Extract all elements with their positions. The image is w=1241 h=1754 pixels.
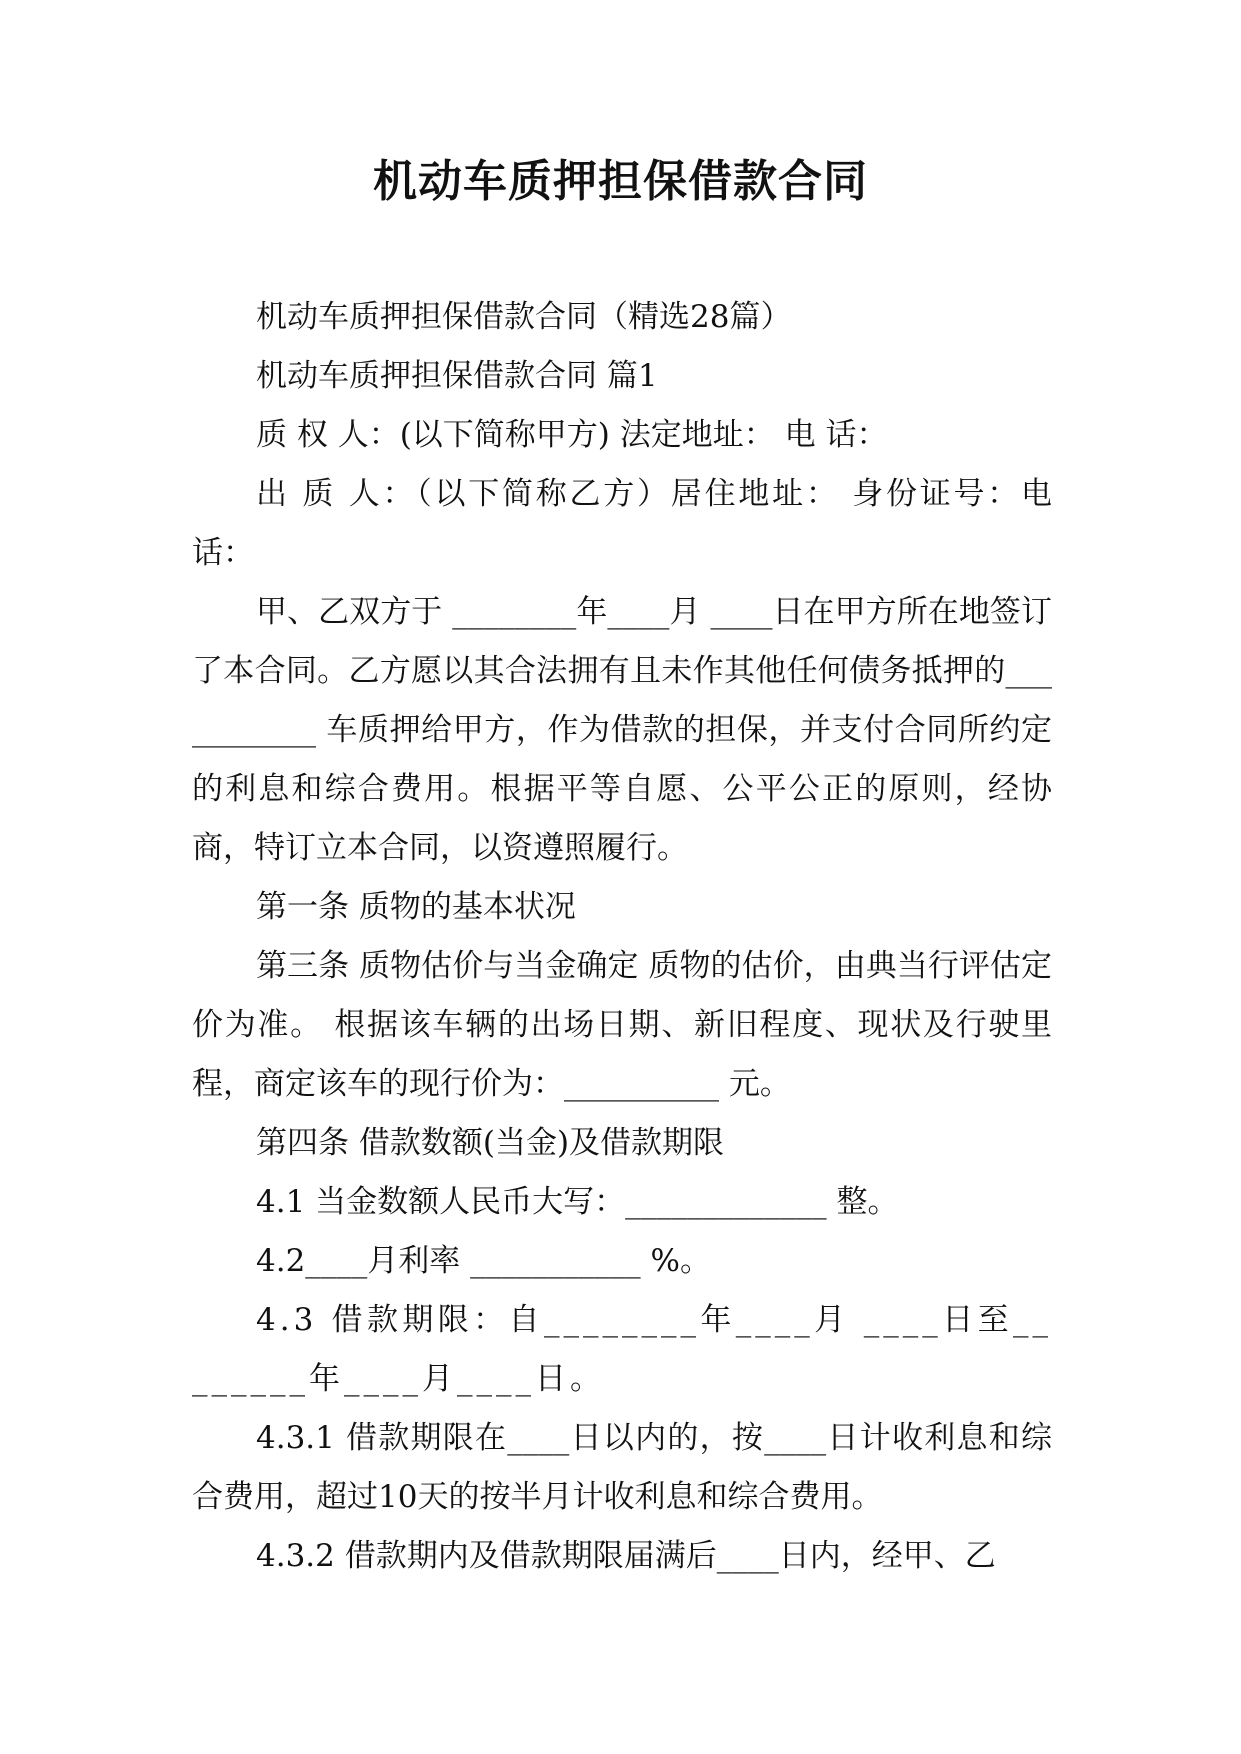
paragraph-pledgor: 出 质 人：（以下简称乙方）居住地址： 身份证号：电 话：	[192, 476, 1052, 571]
paragraph-4-3-2: 4.3.2 借款期内及借款期限届满后____日内，经甲、乙	[256, 1538, 996, 1574]
paragraph-4-1: 4.1 当金数额人民币大写：_____________ 整。	[256, 1184, 899, 1220]
paragraph-section-heading: 机动车质押担保借款合同 篇1	[256, 358, 658, 394]
paragraph-article-4: 第四条 借款数额(当金)及借款期限	[256, 1125, 725, 1161]
paragraph-article-3: 第三条 质物估价与当金确定 质物的估价，由典当行评估定价为准。 根据该车辆的出场日期、新旧程度、现状及行驶里程，商定该车的现行价为：__________ 元。	[192, 948, 1052, 1102]
paragraph-4-3-1: 4.3.1 借款期限在____日以内的，按____日计收利息和综合费用，超过10天的按半月计收利息和综合费用。	[192, 1420, 1052, 1515]
paragraph-preamble: 甲、乙双方于 ________年____月 ____日在甲方所在地签订了本合同。乙方愿以其合法拥有且未作其他任何债务抵押的___________ 车质押给甲方，作为借款的担保，并支付合同所约定的利息和综合费用。根据平等自愿、公平公正的原则，经协商，特订立本合同，以资遵照履行。	[192, 594, 1052, 866]
paragraph-4-3: 4.3 借款期限：自________年____月 ____日至________年____月____日。	[192, 1302, 1052, 1397]
paragraph-4-2: 4.2____月利率 ___________ %。	[256, 1243, 711, 1279]
document-body	[192, 288, 1052, 1586]
document-title: 机动车质押担保借款合同	[373, 156, 868, 207]
paragraph-article-1: 第一条 质物的基本状况	[256, 889, 576, 925]
paragraph-subtitle: 机动车质押担保借款合同（精选28篇）	[256, 299, 792, 335]
paragraph-pledgee: 质 权 人：(以下简称甲方) 法定地址： 电 话：	[256, 417, 888, 453]
